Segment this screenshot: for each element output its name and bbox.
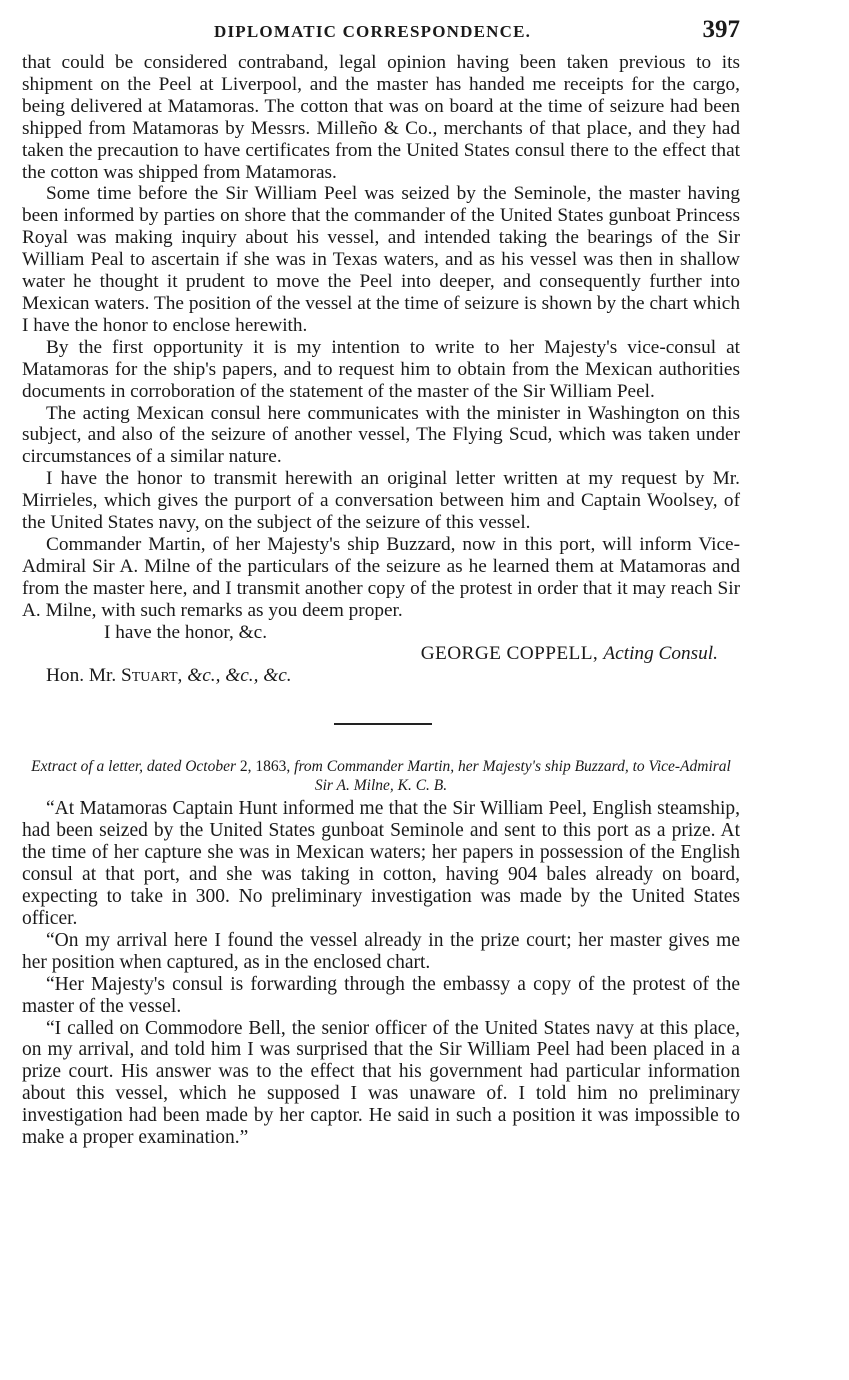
addressee-prefix: Hon. Mr. [46, 665, 117, 687]
signature-title: Acting Consul. [603, 643, 718, 665]
addressee [46, 665, 740, 689]
page-number: 397 [702, 16, 740, 43]
letter-paragraph: I have the honor to transmit herewith an original letter written at my request by Mr. Mirrieles, which gives the purport of a conversation between him and Captain Woolsey, of the United States navy, on the subject of the seizure of this vessel. [22, 468, 740, 534]
signature [22, 643, 740, 665]
extract-heading-date: 2, 1863, [239, 758, 291, 776]
extract-heading [22, 758, 740, 795]
extract-body [22, 798, 740, 1149]
letter-paragraph: Some time before the Sir William Peel was seized by the Seminole, the master having been informed by parties on shore that the commander of the United States gunboat Princess Royal was making inquiry about his vessel, and intended taking the bearings of the Sir William Peal to ascertain if she was in Texas waters, and as his vessel was then in shallow water he thought it prudent to move the Peel into deeper, and consequently further into Mexican waters. The position of the vessel at the time of seizure is shown by the chart which I have the honor to enclose herewith. [22, 183, 740, 336]
addressee-suffix: &c., &c., &c. [187, 665, 292, 687]
extract-paragraph: “At Matamoras Captain Hunt informed me that the Sir William Peel, English steamship, had been seized by the United States gunboat Seminole and sent to this port as a prize. At the time of her capture she was in Mexican waters; her papers in possession of the English consul at that port, and she was taking in cotton, having 904 bales already on board, expecting to take in 300. No preliminary investigation was made by the United States officer. [22, 798, 740, 929]
letter-paragraph: By the first opportunity it is my intention to write to her Majesty's vice-consul at Matamoras for the ship's papers, and to request him to obtain from the Mexican authorities documents in corroboration of the statement of the master of the Sir William Peel. [22, 336, 740, 402]
extract-paragraph: “I called on Commodore Bell, the senior officer of the United States navy at this place, on my arrival, and told him I was surprised that the Sir William Peel had been placed in a prize court. His answer was to the effect that his government had particular information about this vessel, which he supposed I was unaware of. I told him no preliminary investigation had been made by her captor. He said in such a position it was impossible to make a proper examination.” [22, 1017, 740, 1149]
letter-paragraph: The acting Mexican consul here communicates with the minister in Washington on this subject, and also of the seizure of another vessel, The Flying Scud, which was taken under circumstances of a similar nature. [22, 402, 740, 468]
extract-heading-part1: Extract of a letter, dated October [31, 758, 237, 776]
running-title: DIPLOMATIC CORRESPONDENCE. [214, 22, 532, 41]
letter-closing: I have the honor, &c. [104, 621, 268, 643]
running-head [22, 18, 740, 52]
extract-paragraph: “On my arrival here I found the vessel already in the prize court; her master gives me her position when captured, as in the enclosed chart. [22, 929, 740, 973]
letter-paragraph: Commander Martin, of her Majesty's ship Buzzard, now in this port, will inform Vice-Admiral Sir A. Milne of the particulars of the seizure as he learned them at Matamoras and from the master here, and I transmit another copy of the protest in order that it may reach Sir A. Milne, with such remarks as you deem proper. [22, 533, 740, 621]
extract-paragraph: “Her Majesty's consul is forwarding through the embassy a copy of the protest of the master of the vessel. [22, 973, 740, 1017]
document-page [22, 18, 740, 1149]
letter-paragraph: that could be considered contraband, legal opinion having been taken previous to its shipment on the Peel at Liverpool, and the master has handed me receipts for the cargo, being delivered at Matamoras. The cotton that was on board at the time of seizure had been shipped from Matamoras by Messrs. Milleño & Co., merchants of that place, and they had taken the precaution to have certificates from the United States consul there to the effect that the cotton was shipped from Matamoras. [22, 52, 740, 183]
letter-body [22, 52, 740, 622]
addressee-name: Stuart, [121, 665, 183, 687]
signature-name: GEORGE COPPELL, [420, 643, 599, 665]
extract-heading-part2: from Commander Martin, her Majesty's ship Buzzard, to Vice-Admiral Sir A. Milne, K. C. B. [294, 758, 731, 794]
section-divider [334, 723, 432, 725]
